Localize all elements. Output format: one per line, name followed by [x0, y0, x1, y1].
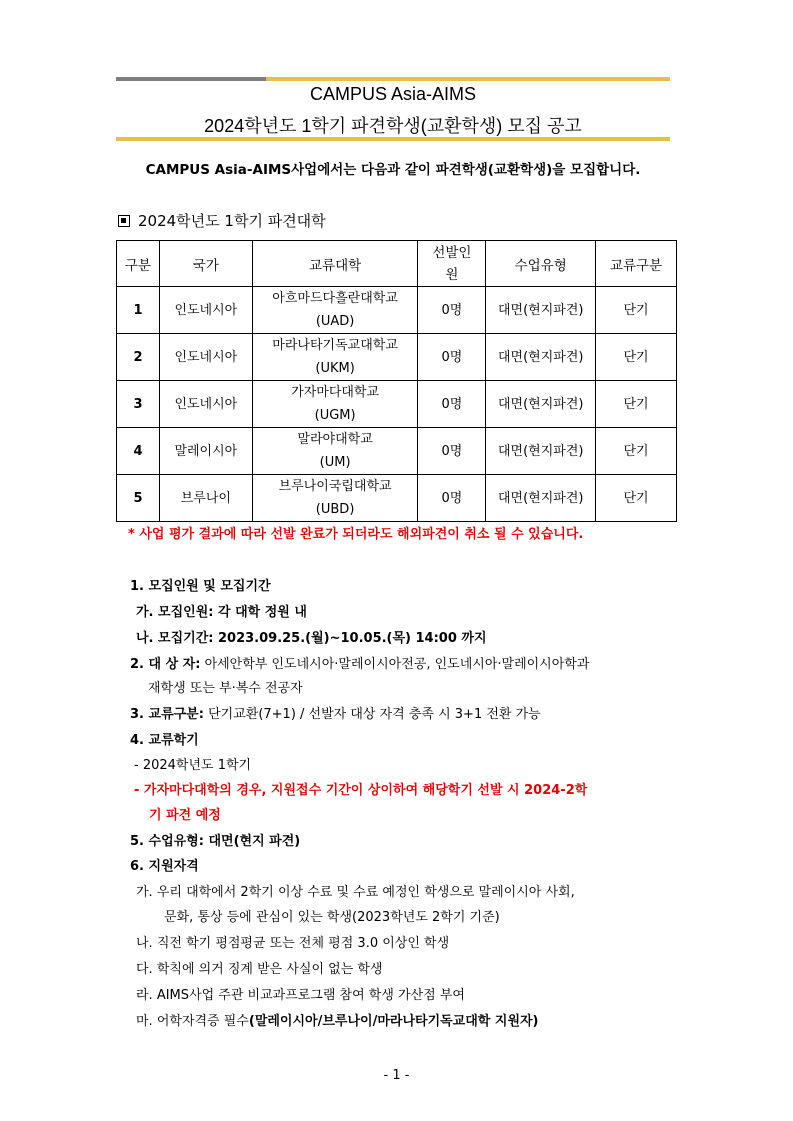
item-6a: 가. 우리 대학에서 2학기 이상 수료 및 수료 예정인 학생으로 말레이시아 사회, — [136, 885, 575, 900]
page-title: CAMPUS Asia-AIMS — [309, 84, 477, 104]
intro-text: CAMPUS Asia-AIMS사업에서는 다음과 같이 파견학생(교환학생)을 모집합니다. — [145, 162, 641, 178]
page-subtitle: 2024학년도 1학기 파견학생(교환학생) 모집 공고 — [204, 116, 582, 136]
table-row: 2 인도네시아 마라나타기독교대학교 (UKM) 0명 대면(현지파견) 단기 — [117, 334, 677, 381]
item-2: 2. 대 상 자: 아세안학부 인도네시아·말레이시아전공, 인도네시아·말레이시아학과 — [130, 657, 590, 672]
header-bar-top — [116, 77, 670, 81]
item-6c: 다. 학칙에 의거 징계 받은 사실이 없는 학생 — [136, 962, 383, 977]
item-4b: - 가자마다대학의 경우, 지원접수 기간이 상이하여 해당학기 선발 시 2024-2학 — [134, 783, 588, 798]
item-4a: - 2024학년도 1학기 — [134, 758, 252, 773]
section-heading-text: 2024학년도 1학기 파견대학 — [138, 212, 326, 230]
section-heading — [118, 210, 326, 231]
item-1b: 나. 모집기간: 2023.09.25.(월)~10.05.(목) 14:00 까지 — [136, 631, 487, 646]
table-row: 1 인도네시아 아흐마드다흘란대학교 (UAD) 0명 대면(현지파견) 단기 — [117, 287, 677, 334]
page-number: - 1 - — [383, 1068, 410, 1083]
university-table — [116, 240, 677, 522]
header-bar-bottom — [116, 137, 670, 141]
col-header-univ: 교류대학 — [252, 241, 418, 287]
item-6b: 나. 직전 학기 평점평균 또는 전체 평점 3.0 이상인 학생 — [136, 936, 450, 951]
item-1: 1. 모집인원 및 모집기간 — [130, 579, 271, 594]
item-6e: 마. 어학자격증 필수(말레이시아/브루나이/마라나타기독교대학 지원자) — [136, 1014, 539, 1029]
col-header-mode: 수업유형 — [486, 241, 596, 287]
warning-note: * 사업 평가 결과에 따라 선발 완료가 되더라도 해외파견이 취소 될 수 있습니다. — [128, 527, 584, 542]
item-6a-cont: 문화, 통상 등에 관심이 있는 학생(2023학년도 2학기 기준) — [164, 910, 500, 925]
item-3: 3. 교류구분: 단기교환(7+1) / 선발자 대상 자격 충족 시 3+1 전환 가능 — [130, 707, 541, 722]
table-row: 3 인도네시아 가자마다대학교 (UGM) 0명 대면(현지파견) 단기 — [117, 381, 677, 428]
item-5: 5. 수업유형: 대면(현지 파견) — [130, 834, 301, 849]
col-header-quota: 선발인 원 — [418, 241, 486, 287]
col-header-no: 구분 — [117, 241, 160, 287]
item-1a: 가. 모집인원: 각 대학 정원 내 — [136, 605, 307, 620]
col-header-country: 국가 — [159, 241, 252, 287]
item-2-cont: 재학생 또는 부·복수 전공자 — [148, 681, 303, 696]
table-row: 5 브루나이 브루나이국립대학교 (UBD) 0명 대면(현지파견) 단기 — [117, 475, 677, 522]
col-header-type: 교류구분 — [596, 241, 677, 287]
item-6: 6. 지원자격 — [130, 859, 199, 874]
item-6d: 라. AIMS사업 주관 비교과프로그램 참여 학생 가산점 부여 — [136, 988, 465, 1003]
item-4: 4. 교류학기 — [130, 733, 199, 748]
checkbox-square-icon — [118, 215, 130, 227]
table-row: 4 말레이시아 말라야대학교 (UM) 0명 대면(현지파견) 단기 — [117, 428, 677, 475]
item-4b-cont: 기 파견 예정 — [149, 808, 221, 823]
table-header-row — [117, 241, 677, 287]
